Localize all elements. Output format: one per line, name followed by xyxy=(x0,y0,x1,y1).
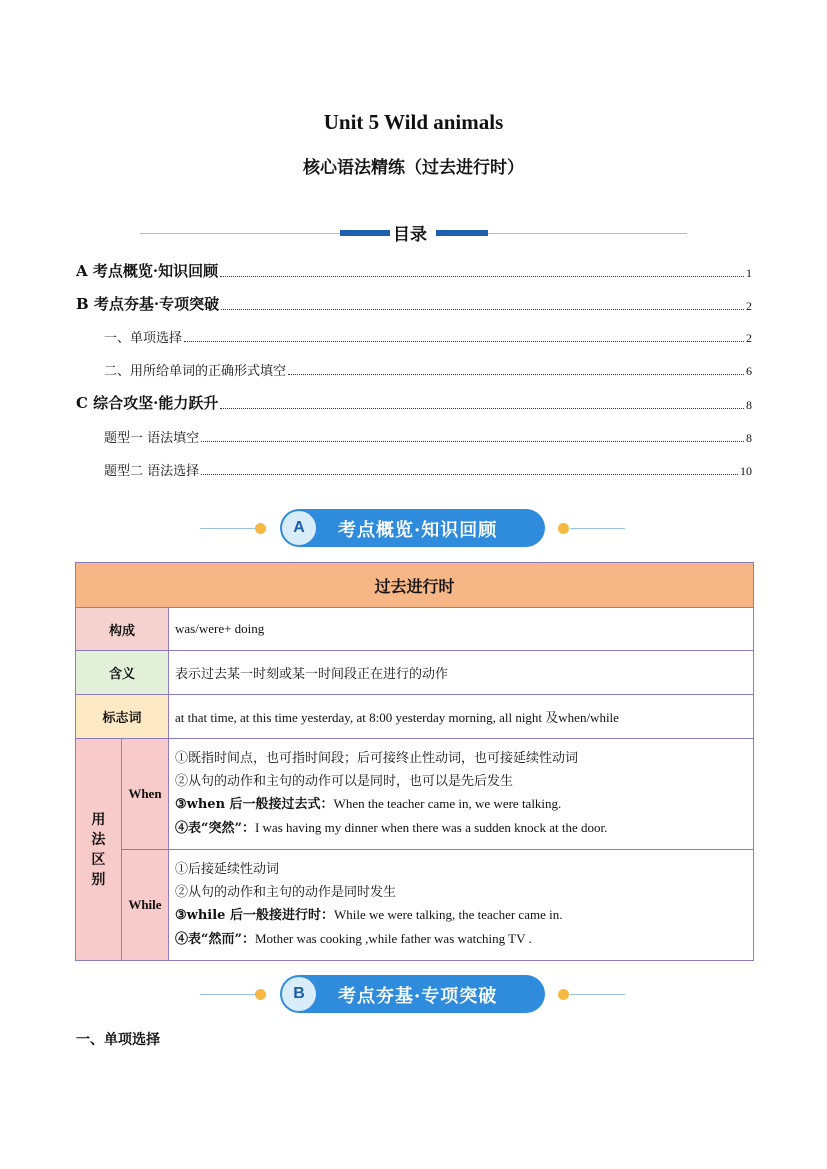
toc-item-label: 二、用所给单词的正确形式填空 xyxy=(104,364,287,379)
toc-item-page: 6 xyxy=(746,364,752,378)
usage-line: ②从句的动作和主句的动作可以是同时，也可以是先后发生 xyxy=(175,773,514,789)
toc-item-label: 一、单项选择 xyxy=(104,331,183,346)
table-header: 过去进行时 xyxy=(76,563,754,608)
bullet-dot-icon xyxy=(558,523,569,534)
toc-item[interactable] xyxy=(76,294,752,314)
divider xyxy=(200,994,255,995)
usage-line: ③when 后一般接过去式：When the teacher came in, we were talking. xyxy=(175,796,562,812)
while-usage xyxy=(169,850,754,961)
banner-text: 考点概览·知识回顾 xyxy=(338,520,498,541)
usage-label: 用法区别 xyxy=(76,739,122,961)
usage-line: ③while 后一般接进行时：While we were talking, the teacher came in. xyxy=(175,907,563,923)
bullet-dot-icon xyxy=(255,523,266,534)
when-usage xyxy=(169,739,754,850)
toc-item-label: 题型一 语法填空 xyxy=(104,431,200,446)
toc-item[interactable] xyxy=(76,459,752,479)
usage-line: ④表“然而”：Mother was cooking ,while father was watching TV . xyxy=(175,930,532,947)
divider xyxy=(570,528,625,529)
toc-item[interactable] xyxy=(76,393,752,413)
grammar-table xyxy=(75,562,754,961)
toc-item[interactable] xyxy=(76,326,752,346)
bullet-dot-icon xyxy=(558,989,569,1000)
section-banner-a xyxy=(200,509,630,549)
toc-item-page: 10 xyxy=(740,464,752,478)
toc-item[interactable] xyxy=(76,359,752,379)
toc-item-page: 8 xyxy=(746,398,752,412)
toc-heading xyxy=(140,220,687,244)
usage-line: ②从句的动作和主句的动作是同时发生 xyxy=(175,884,397,900)
row-content: at that time, at this time yesterday, at 8:00 yesterday morning, all night 及when/while xyxy=(169,695,754,739)
divider-bar xyxy=(340,230,390,236)
bullet-dot-icon xyxy=(255,989,266,1000)
toc-title: 目录 xyxy=(393,225,427,245)
section-banner-b xyxy=(200,975,630,1015)
usage-line: ①既指时间点，也可指时间段；后可接终止性动词，也可接延续性动词 xyxy=(175,751,579,766)
document-subtitle: 核心语法精练（过去进行时） xyxy=(303,158,524,178)
toc-item-label: B 考点夯基·专项突破 xyxy=(76,295,220,313)
divider xyxy=(488,233,687,234)
toc-item-page: 1 xyxy=(746,266,752,280)
document-title: Unit 5 Wild animals xyxy=(323,110,504,134)
usage-line: ①后接延续性动词 xyxy=(175,862,280,877)
while-label: While xyxy=(121,850,168,961)
section-heading: 一、单项选择 xyxy=(76,1032,160,1048)
toc-item-label: 题型二 语法选择 xyxy=(104,464,200,479)
row-content: was/were+ doing xyxy=(169,608,754,651)
toc-item-page: 2 xyxy=(746,331,752,345)
banner-pill xyxy=(280,975,545,1013)
toc-item[interactable] xyxy=(76,426,752,446)
divider-bar xyxy=(436,230,488,236)
toc-item-page: 8 xyxy=(746,431,752,445)
row-content: 表示过去某一时刻或某一时间段正在进行的动作 xyxy=(169,651,754,695)
banner-letter: B xyxy=(282,977,316,1011)
divider xyxy=(140,233,340,234)
banner-letter: A xyxy=(282,511,316,545)
row-label: 标志词 xyxy=(76,695,169,739)
toc-item-label: C 综合攻坚·能力跃升 xyxy=(76,394,219,412)
banner-pill xyxy=(280,509,545,547)
toc-item-page: 2 xyxy=(746,299,752,313)
toc-item[interactable] xyxy=(76,261,752,281)
when-label: When xyxy=(121,739,168,850)
row-label: 构成 xyxy=(76,608,169,651)
banner-text: 考点夯基·专项突破 xyxy=(338,986,498,1007)
divider xyxy=(570,994,625,995)
usage-line: ④表“突然”：I was having my dinner when there was a sudden knock at the door. xyxy=(175,819,608,836)
divider xyxy=(200,528,255,529)
toc-item-label: A 考点概览·知识回顾 xyxy=(76,262,219,280)
row-label: 含义 xyxy=(76,651,169,695)
